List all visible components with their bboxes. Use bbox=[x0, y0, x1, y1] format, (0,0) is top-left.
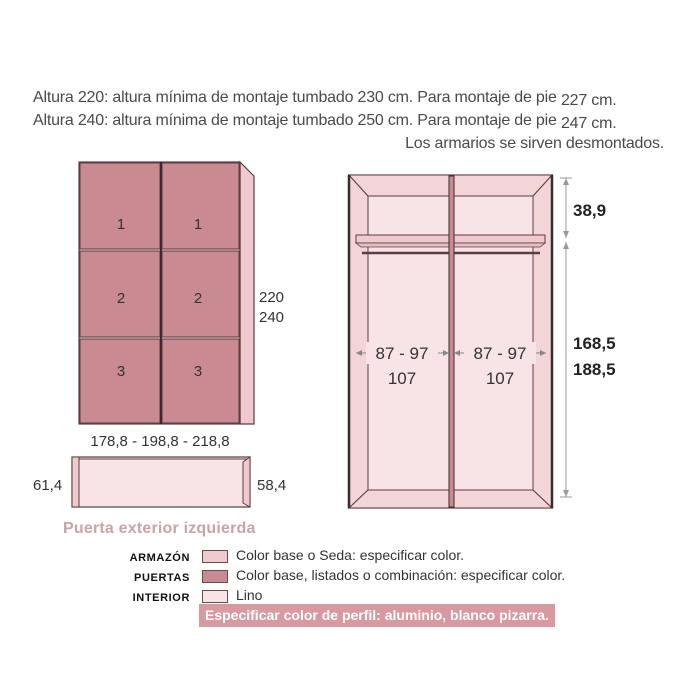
panel-number: 2 bbox=[193, 290, 203, 307]
note-line-2-value: 247 cm. bbox=[560, 115, 617, 132]
legend-swatch-interior bbox=[202, 590, 228, 603]
width-label: 178,8 - 198,8 - 218,8 bbox=[90, 433, 230, 450]
note-line-2-text: Altura 240: altura mínima de montaje tumbado 250 cm. Para montaje de pie bbox=[33, 112, 557, 129]
panel-number: 2 bbox=[116, 290, 126, 307]
interior-left-width: 87 - 97 bbox=[375, 344, 429, 363]
legend-label-interior: INTERIOR bbox=[132, 592, 190, 604]
door-panel bbox=[80, 163, 160, 249]
panel-number: 1 bbox=[116, 216, 126, 233]
door-panel bbox=[162, 163, 239, 249]
interior-main-height: 168,5 bbox=[573, 334, 616, 353]
interior-left-width-alt: 107 bbox=[387, 369, 417, 388]
note-line-1-text: Altura 220: altura mínima de montaje tumbado 230 cm. Para montaje de pie bbox=[33, 89, 557, 106]
interior-right-width: 87 - 97 bbox=[473, 344, 527, 363]
legend-swatch-frame bbox=[202, 550, 228, 563]
interior-right-side bbox=[533, 175, 552, 508]
top-view-left-depth: 61,4 bbox=[33, 477, 63, 494]
door-panel bbox=[162, 339, 239, 423]
legend-text-frame: Color base o Seda: especificar color. bbox=[236, 547, 465, 563]
interior-divider bbox=[449, 176, 454, 507]
top-view-door-edge bbox=[72, 457, 79, 507]
interior-top-height: 38,9 bbox=[573, 201, 607, 220]
panel-number: 1 bbox=[193, 216, 203, 233]
legend-label-doors: PUERTAS bbox=[134, 572, 190, 584]
panel-number: 3 bbox=[193, 363, 203, 380]
top-view-caption: Puerta exterior izquierda bbox=[63, 520, 256, 537]
door-panel bbox=[80, 339, 160, 423]
wardrobe-side-panel bbox=[240, 162, 254, 424]
legend-label-frame: ARMAZÓN bbox=[129, 552, 190, 564]
legend-swatch-doors bbox=[202, 570, 228, 583]
legend-text-interior: Lino bbox=[236, 587, 263, 603]
legend-text-doors: Color base, listados o combinación: especificar color. bbox=[236, 567, 566, 583]
profile-color-banner: Especificar color de perfil: aluminio, blanco pizarra. bbox=[199, 604, 555, 627]
interior-main-height-alt: 188,5 bbox=[573, 360, 616, 379]
height-label: 220 bbox=[259, 289, 285, 306]
panel-number: 3 bbox=[116, 363, 126, 380]
note-line-3: Los armarios se sirven desmontados. bbox=[405, 135, 664, 152]
interior-right-width-alt: 107 bbox=[485, 369, 515, 388]
height-label: 240 bbox=[259, 309, 285, 326]
top-view-door-edge bbox=[243, 457, 250, 507]
top-view-body bbox=[72, 457, 250, 507]
top-view-right-depth: 58,4 bbox=[257, 477, 287, 494]
note-line-1-value: 227 cm. bbox=[560, 92, 617, 109]
interior-left-side bbox=[349, 175, 368, 508]
